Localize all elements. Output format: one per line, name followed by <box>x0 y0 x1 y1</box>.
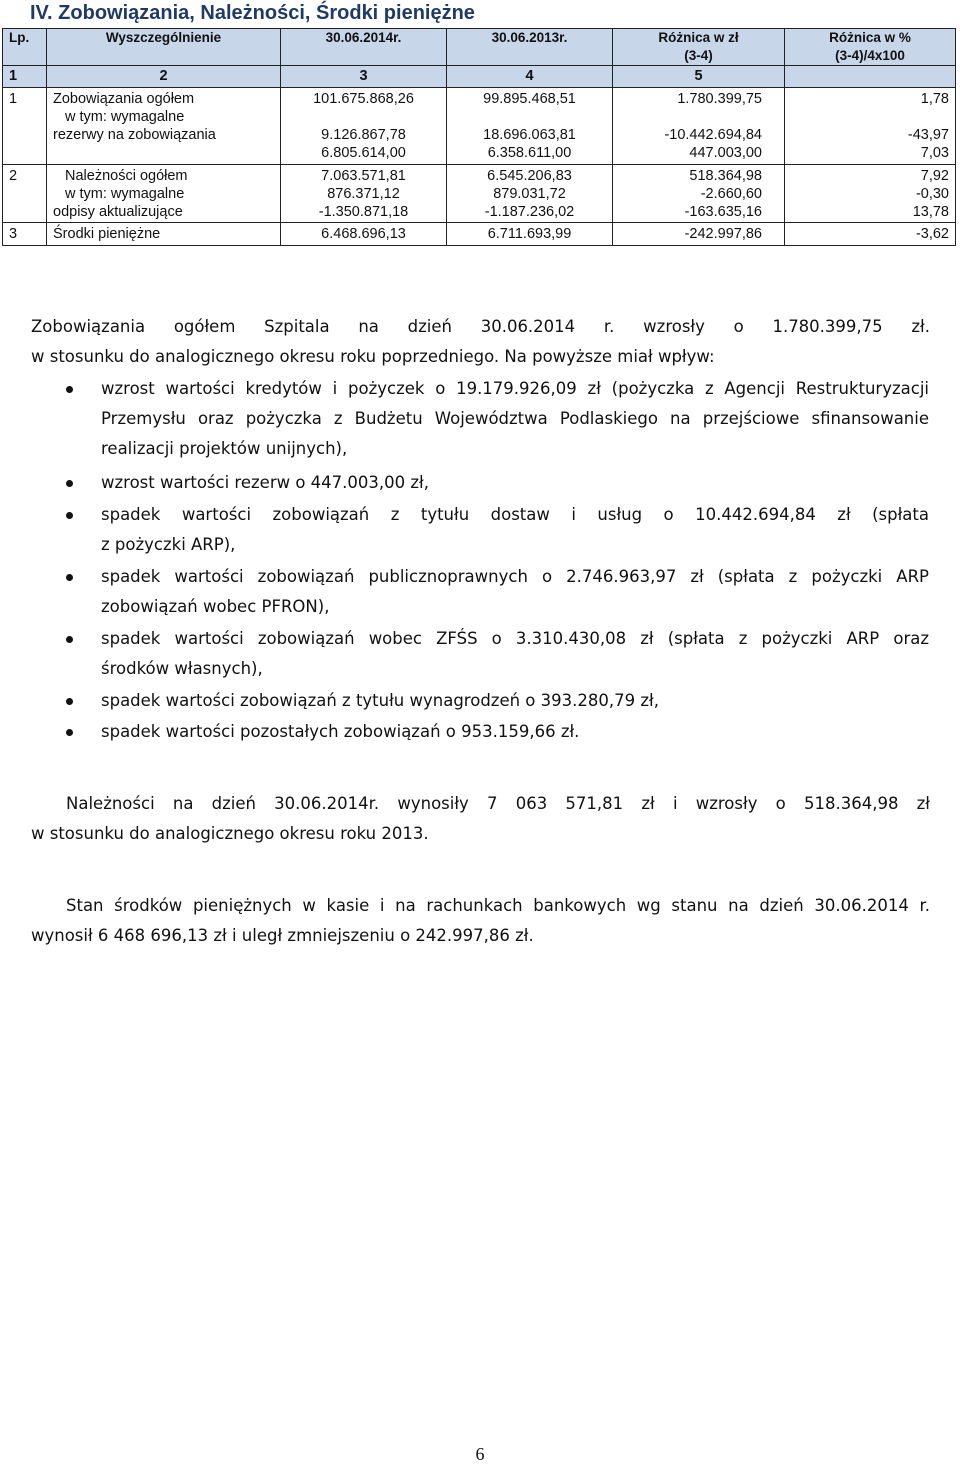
header-diff-zl <box>613 29 785 66</box>
list-item-line: realizacji projektów unijnych), <box>101 439 348 458</box>
value-line: 7,92 <box>920 168 949 184</box>
value-line: 447.003,00 <box>689 145 762 161</box>
list-item-line: spadek wartości zobowiązań z tytułu wynagrodzeń o 393.280,79 zł, <box>101 691 659 710</box>
value-line: 6.711.693,99 <box>487 226 572 242</box>
paragraph-receivables <box>31 789 930 849</box>
value-line: 7,03 <box>920 145 949 161</box>
value-diff <box>613 223 785 246</box>
column-number-row <box>3 66 956 88</box>
header-diff-pct-line1: Różnica w % <box>829 30 911 45</box>
paragraph-liabilities <box>31 312 930 372</box>
value-2014 <box>281 88 447 165</box>
value-line: 879.031,72 <box>493 186 566 202</box>
value-line: 518.364,98 <box>689 168 762 184</box>
table-row <box>3 88 956 165</box>
bullet-icon <box>66 386 73 393</box>
value-diff <box>613 165 785 223</box>
header-2013: 30.06.2013r. <box>447 29 613 66</box>
value-2013 <box>447 165 613 223</box>
value-diff <box>613 88 785 165</box>
list-item-text <box>101 717 929 747</box>
bullet-icon <box>66 574 73 581</box>
bullet-icon <box>66 729 73 736</box>
value-line: 9.126.867,78 <box>321 127 406 143</box>
list-item-line: wzrost wartości rezerw o 447.003,00 zł, <box>101 473 429 492</box>
header-diff-pct <box>785 29 956 66</box>
value-line: -43,97 <box>907 127 949 143</box>
value-line: 18.696.063,81 <box>483 127 576 143</box>
value-line: -242.997,86 <box>684 226 762 242</box>
section-heading: IV. Zobowiązania, Należności, Środki pieniężne <box>30 2 475 24</box>
list-item-text <box>101 500 929 560</box>
header-lp: Lp. <box>3 29 47 66</box>
value-line: -10.442.694,84 <box>664 127 762 143</box>
description-line: rezerwy na zobowiązania <box>53 127 216 143</box>
header-diff-zl-line2: (3-4) <box>684 48 713 63</box>
value-2013 <box>447 223 613 246</box>
value-line: 6.805.614,00 <box>321 145 406 161</box>
description-line: Należności ogółem <box>65 168 188 184</box>
row-lp: 1 <box>3 88 47 165</box>
header-diff-zl-line1: Różnica w zł <box>658 30 739 45</box>
row-description <box>47 88 281 165</box>
header-description: Wyszczególnienie <box>47 29 281 66</box>
list-item-line: spadek wartości zobowiązań publicznoprawnych o 2.746.963,97 zł (spłata z pożyczki ARP <box>101 567 929 586</box>
table-row <box>3 223 956 246</box>
bullet-icon <box>66 698 73 705</box>
paragraph-line: Stan środków pieniężnych w kasie i na rachunkach bankowych wg stanu na dzień 30.06.2014 r. <box>66 896 930 915</box>
list-item-text <box>101 468 929 498</box>
header-2014: 30.06.2014r. <box>281 29 447 66</box>
value-line: 876.371,12 <box>327 186 400 202</box>
column-number: 4 <box>447 66 613 88</box>
list-item-text <box>101 562 929 622</box>
value-line: 101.675.868,26 <box>313 91 414 107</box>
value-line: -2.660,60 <box>700 186 762 202</box>
column-number: 5 <box>613 66 785 88</box>
value-line: 6.545.206,83 <box>487 168 572 184</box>
row-description <box>47 165 281 223</box>
page-number: 6 <box>475 1444 485 1464</box>
financial-table <box>2 28 956 246</box>
list-item-line: z pożyczki ARP), <box>101 535 236 554</box>
paragraph-cash <box>31 891 930 951</box>
bullet-icon <box>66 512 73 519</box>
value-line: -3,62 <box>915 226 949 242</box>
row-lp: 2 <box>3 165 47 223</box>
table-row <box>3 165 956 223</box>
paragraph-line: w stosunku do analogicznego okresu roku 2013. <box>31 824 429 843</box>
list-item-text <box>101 686 929 716</box>
value-line: -0,30 <box>915 186 949 202</box>
bullet-icon <box>66 480 73 487</box>
value-line: -1.187.236,02 <box>484 204 575 220</box>
description-line: odpisy aktualizujące <box>53 204 183 220</box>
paragraph-line: w stosunku do analogicznego okresu roku poprzedniego. Na powyższe miał wpływ: <box>31 347 715 366</box>
value-line: 1.780.399,75 <box>677 91 762 107</box>
value-2014 <box>281 223 447 246</box>
value-line: -1.350.871,18 <box>318 204 409 220</box>
value-pct <box>785 165 956 223</box>
value-line: 99.895.468,51 <box>483 91 576 107</box>
value-line: 6.468.696,13 <box>321 226 406 242</box>
paragraph-line: wynosił 6 468 696,13 zł i uległ zmniejszeniu o 242.997,86 zł. <box>31 926 534 945</box>
list-item-line: spadek wartości zobowiązań z tytułu dostaw i usług o 10.442.694,84 zł (spłata <box>101 505 929 524</box>
value-line: -163.635,16 <box>684 204 762 220</box>
value-line: 13,78 <box>912 204 949 220</box>
list-item-line: wzrost wartości kredytów i pożyczek o 19.179.926,09 zł (pożyczka z Agencji Restrukturyzacji <box>101 379 929 398</box>
value-pct <box>785 88 956 165</box>
list-item-line: spadek wartości zobowiązań wobec ZFŚS o 3.310.430,08 zł (spłata z pożyczki ARP oraz <box>101 629 929 648</box>
description-line: Środki pieniężne <box>53 226 161 242</box>
value-line: 6.358.611,00 <box>487 145 572 161</box>
list-item-line: Przemysłu oraz pożyczka z Budżetu Województwa Podlaskiego na przejściowe sfinansowanie <box>101 409 929 428</box>
description-line: w tym: wymagalne <box>65 109 185 125</box>
value-2013 <box>447 88 613 165</box>
table-header-row <box>3 29 956 66</box>
row-description <box>47 223 281 246</box>
value-pct <box>785 223 956 246</box>
paragraph-line: Zobowiązania ogółem Szpitala na dzień 30.06.2014 r. wzrosły o 1.780.399,75 zł. <box>31 317 930 336</box>
list-item-text <box>101 624 929 684</box>
list-item-line: środków własnych), <box>101 659 263 678</box>
column-number-empty <box>785 66 956 88</box>
paragraph-line: Należności na dzień 30.06.2014r. wynosiły 7 063 571,81 zł i wzrosły o 518.364,98 zł <box>66 794 930 813</box>
header-diff-pct-line2: (3-4)/4x100 <box>835 48 905 63</box>
list-item-line: zobowiązań wobec PFRON), <box>101 597 330 616</box>
value-2014 <box>281 165 447 223</box>
description-line: w tym: wymagalne <box>65 186 185 202</box>
column-number: 3 <box>281 66 447 88</box>
bullet-icon <box>66 636 73 643</box>
column-number: 1 <box>3 66 47 88</box>
row-lp: 3 <box>3 223 47 246</box>
list-item-text <box>101 374 929 464</box>
column-number: 2 <box>47 66 281 88</box>
value-line: 1,78 <box>920 91 949 107</box>
list-item-line: spadek wartości pozostałych zobowiązań o 953.159,66 zł. <box>101 722 580 741</box>
value-line: 7.063.571,81 <box>321 168 406 184</box>
description-line: Zobowiązania ogółem <box>53 91 195 107</box>
